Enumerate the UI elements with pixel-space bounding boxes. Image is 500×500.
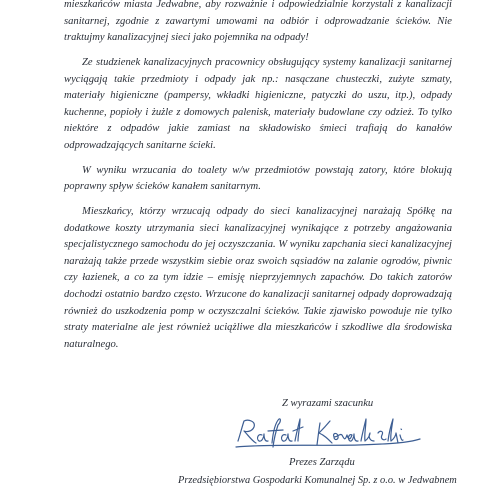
paragraph-3: W wyniku wrzucania do toalety w/w przedmiotów powstają zatory, które blokują poprawny spływ ścieków kanałem sanitarnym. bbox=[64, 164, 452, 193]
letter-body bbox=[64, 0, 452, 362]
paragraph-2: Ze studzienek kanalizacyjnych pracownicy obsługujący systemy kanalizacji sanitarnej wyciągają takie przedmioty i odpady jak np.: nasączane chusteczki, zużyte szmaty, materiały higieniczne (pampersy, wkładki higieniczne, patyczki do uszu, itp.), odpady kuchenne, popioły i żużle z domowych palenisk, materiały budowlane czy odzież. To tylko niektóre z odpadów jakie zamiast na składowisko śmieci trafiają do kanałów odprowadzających sanitarne ścieki. bbox=[64, 56, 452, 151]
organization-name: Przedsiębiorstwa Gospodarki Komunalnej Sp. z o.o. w Jedwabnem bbox=[178, 475, 457, 486]
paragraph-1: mieszkańców miasta Jedwabne, aby rozważnie i odpowiedzialnie korzystali z kanalizacji sanitarnej, zgodnie z zawartymi umowami na odbiór i odprowadzanie ścieków. Nie traktujmy kanalizacyjnej sieci jako pojemnika na odpady! bbox=[64, 0, 452, 44]
paragraph-4: Mieszkańcy, którzy wrzucają odpady do sieci kanalizacyjnej narażają Spółkę na dodatkowe koszty utrzymania sieci kanalizacyjnej wynikające z potrzeby angażowania specjalistycznego samochodu do jej oczyszczania. W wyniku zapchania sieci kanalizacyjnej narażają także przede wszystkim siebie oraz swoich sąsiadów na zalanie ogrodów, piwnic czy łazienek, a co za tym idzie – emisję nieprzyjemnych zapachów. Do takich zatorów dochodzi ostatnio bardzo często. Wrzucone do kanalizacji sanitarnej odpady doprowadzają również do uszkodzenia pomp w oczyszczalni ścieków. Takie zjawisko powoduje nie tylko straty materialne ale jest również uciążliwe dla mieszkańców i szkodliwe dla środowiska naturalnego. bbox=[64, 206, 452, 350]
handwritten-signature bbox=[228, 413, 424, 457]
signer-role: Prezes Zarządu bbox=[289, 457, 355, 468]
closing-salutation: Z wyrazami szacunku bbox=[282, 398, 374, 409]
